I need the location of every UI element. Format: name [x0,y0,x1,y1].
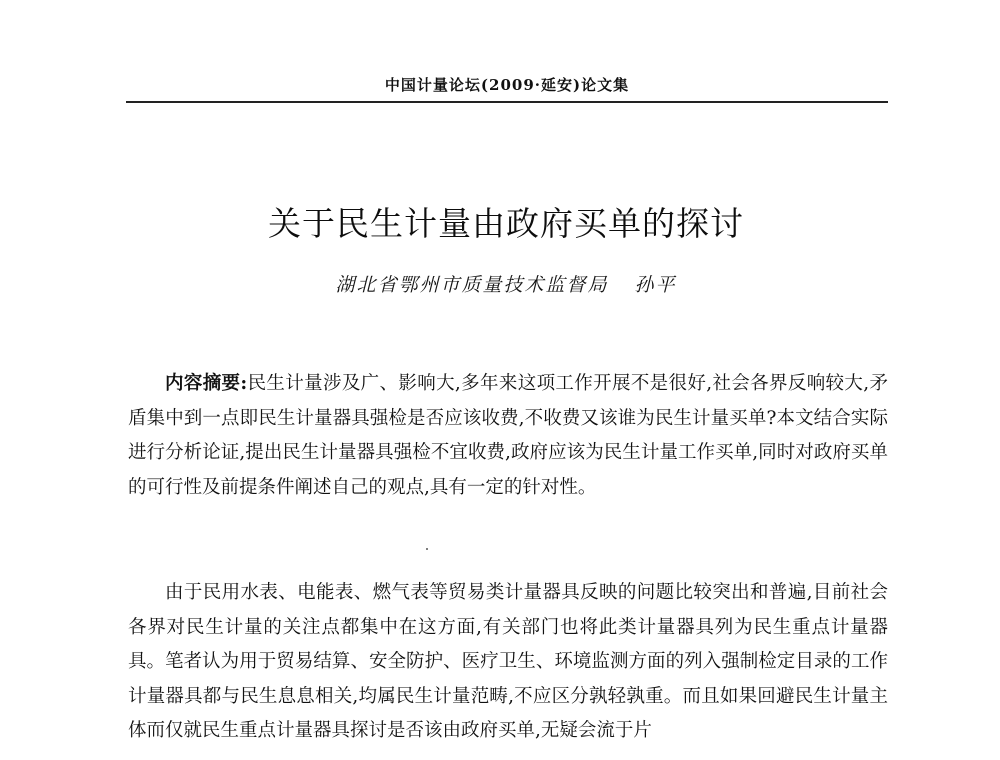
abstract-paragraph [128,367,888,505]
author-name: 孙平 [634,274,677,296]
body-paragraph-1: 由于民用水表、电能表、燃气表等贸易类计量器具反映的问题比较突出和普遍,目前社会各界对民生计量的关注点都集中在这方面,有关部门也将此类计量器具列为民生重点计量器具。笔者认为用于贸易结算、安全防护、医疗卫生、环境监测方面的列入强制检定目录的工作计量器具都与民生息息相关,均属民生计量范畴,不应区分孰轻孰重。而且如果回避民生计量主体而仅就民生重点计量器具探讨是否该由政府买单,无疑会流于片 [128,582,888,741]
scan-speck [426,548,428,550]
abstract-text: 民生计量涉及广、影响大,多年来这项工作开展不是很好,社会各界反响较大,矛盾集中到一点即民生计量器具强检是否应该收费,不收费又该谁为民生计量买单?本文结合实际进行分析论证,提出民生计量器具强检不宜收费,政府应该为民生计量工作买单,同时对政府买单的可行性及前提条件阐述自己的观点,具有一定的针对性。 [128,373,888,498]
header-rule [126,101,888,103]
affiliation: 湖北省鄂州市质量技术监督局 [335,274,609,296]
running-header: 中国计量论坛(2009·延安)论文集 [384,76,630,94]
abstract-label: 内容摘要: [165,373,248,394]
paper-title: 关于民生计量由政府买单的探讨 [268,204,744,243]
byline [120,270,892,297]
